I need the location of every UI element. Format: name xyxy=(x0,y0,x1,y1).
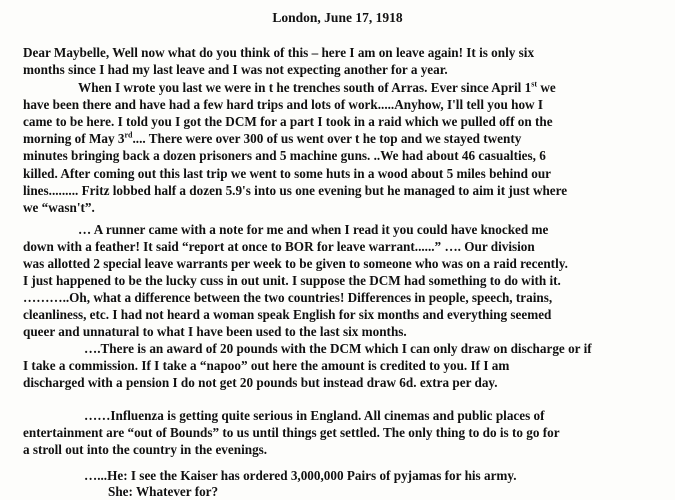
letter-line: I just happened to be the lucky cuss in out unit. I suppose the DCM had something to do with it. xyxy=(23,273,561,288)
letter-line: ……Influenza is getting quite serious in England. All cinemas and public places of xyxy=(84,408,545,423)
letter-line: a stroll out into the country in the evenings. xyxy=(23,442,268,457)
letter-line: discharged with a pension I do not get 20 pounds but instead draw 6d. extra per day. xyxy=(23,375,498,390)
letter-line: …...He: I see the Kaiser has ordered 3,000,000 Pairs of pyjamas for his army. xyxy=(84,468,517,483)
letter-line: queer and unnatural to what I have been used to the last six months. xyxy=(23,324,407,339)
letter-line: came to be here. I told you I got the DCM for a part I took in a raid which we pulled off on the xyxy=(23,114,553,129)
letter-line: … A runner came with a note for me and when I read it you could have knocked me xyxy=(78,222,549,237)
letter-line: we “wasn't”. xyxy=(23,200,95,215)
letter-line: When I wrote you last we were in t he trenches south of Arras. Ever since April 1st we xyxy=(78,79,556,95)
letter-line: months since I had my last leave and I was not expecting another for a year. xyxy=(23,62,448,77)
letter-line: minutes bringing back a dozen prisoners and 5 machine guns. ..We had about 46 casualties, 6 xyxy=(23,148,546,163)
letter-line: killed. After coming out this last trip we went to some huts in a wood about 5 miles behind our xyxy=(23,166,552,181)
letter-line: down with a feather! It said “report at once to BOR for leave warrant......” …. Our division xyxy=(23,239,535,254)
letter-heading: London, June 17, 1918 xyxy=(272,10,403,25)
letter-line: cleanliness, etc. I had not heard a woman speak English for six months and everything seemed xyxy=(23,307,552,322)
letter-line: morning of May 3rd.... There were over 300 of us went over t he top and we stayed twenty xyxy=(23,130,522,146)
letter-line: ….There is an award of 20 pounds with the DCM which I can only draw on discharge or if xyxy=(84,341,592,356)
letter-line: entertainment are “out of Bounds” to us until things get settled. The only thing to do is to go for xyxy=(23,425,560,440)
letter-line: ………..Oh, what a difference between the two countries! Differences in people, speech, trains, xyxy=(23,290,553,305)
letter-line: have been there and have had a few hard trips and lots of work.....Anyhow, I'll tell you how I xyxy=(23,97,543,112)
letter-line: I take a commission. If I take a “napoo” out here the amount is credited to you. If I am xyxy=(23,358,510,373)
letter-line: She: Whatever for? xyxy=(108,484,219,499)
letter-line: Dear Maybelle, Well now what do you think of this – here I am on leave again! It is only six xyxy=(23,45,535,60)
letter-line: was allotted 2 special leave warrants per week to be given to someone who was on a raid recently. xyxy=(23,256,568,271)
letter-line: lines......... Fritz lobbed half a dozen 5.9's into us one evening but he managed to aim it just where xyxy=(23,183,568,198)
